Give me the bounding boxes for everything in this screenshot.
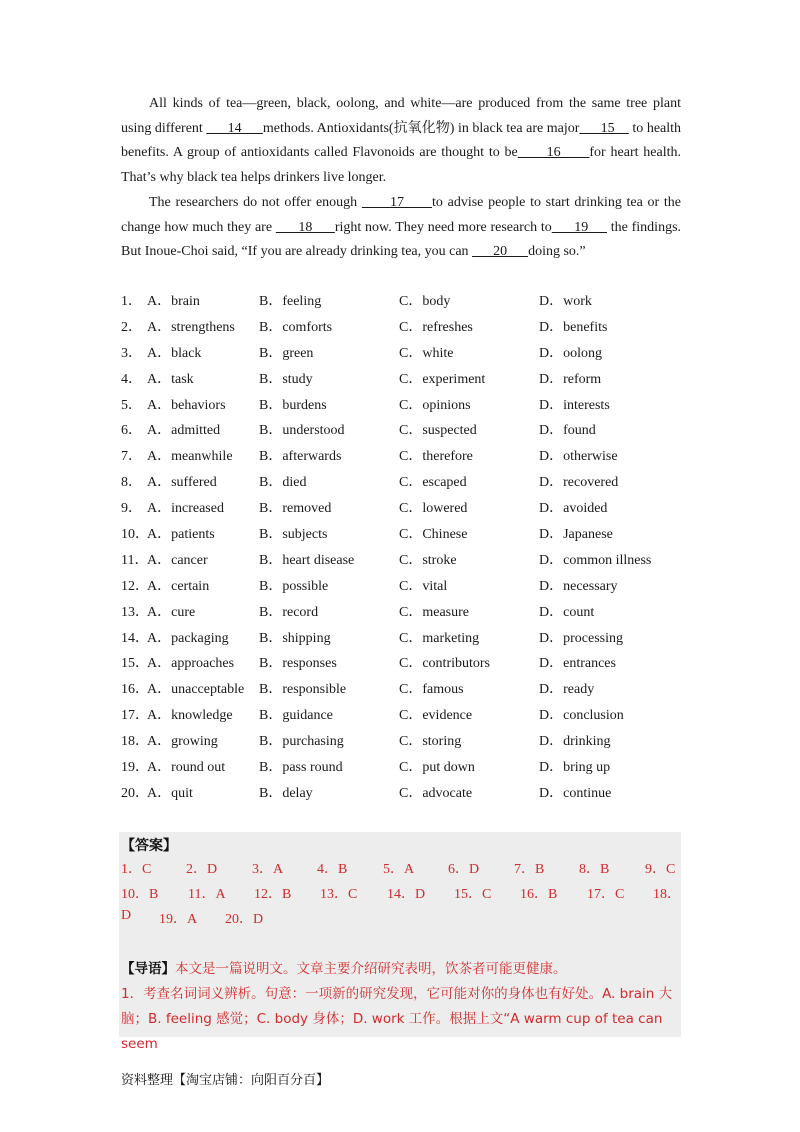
question-row <box>121 548 681 574</box>
option-d: D．entrances <box>539 656 616 672</box>
question-row <box>121 626 681 652</box>
option-c: C．famous <box>399 682 464 698</box>
answer-item: 10．B <box>121 887 159 902</box>
option-b: B．died <box>259 475 307 491</box>
question-row <box>121 574 681 600</box>
option-a: A．packaging <box>147 630 229 646</box>
question-number: 18． <box>121 734 149 750</box>
option-b: B．responsible <box>259 682 347 698</box>
blank-19: 19 <box>551 219 608 235</box>
option-c: C．body <box>399 294 451 309</box>
option-b: B．pass round <box>259 760 343 776</box>
option-b: B．record <box>259 604 319 620</box>
option-d: D．oolong <box>539 345 602 361</box>
answer-item: 1．C <box>121 862 152 877</box>
option-b: B．subjects <box>259 527 328 543</box>
passage-text: All kinds of tea—green, black, oolong, and white—are produced from the same tree plant using different <box>121 96 681 136</box>
question-number: 6． <box>121 423 142 439</box>
option-b: B．delay <box>259 785 313 801</box>
blank-20: 20 <box>472 244 529 260</box>
answer-item: D <box>121 908 132 923</box>
explanation-paragraph <box>121 982 681 1057</box>
option-b: B．study <box>259 371 313 387</box>
option-a: A．task <box>147 371 194 387</box>
option-d: D．conclusion <box>539 708 624 724</box>
option-d: D．reform <box>539 371 602 387</box>
option-d: D．recovered <box>539 475 619 491</box>
option-d: D．Japanese <box>539 527 613 543</box>
option-d: D．count <box>539 604 595 620</box>
question-row <box>121 418 681 444</box>
option-b: B．possible <box>259 578 329 594</box>
answer-item: 15．C <box>454 887 492 902</box>
option-a: A．behaviors <box>147 397 226 413</box>
answer-item: 8．B <box>579 862 610 877</box>
option-a: A．cure <box>147 604 196 620</box>
blank-15: 15 <box>579 120 629 136</box>
question-row <box>121 444 681 470</box>
option-b: B．burdens <box>259 397 327 413</box>
option-c: C．refreshes <box>399 319 473 335</box>
question-number: 15． <box>121 656 149 672</box>
question-row <box>121 470 681 496</box>
option-d: D．found <box>539 423 596 439</box>
option-a: A．strengthens <box>147 319 235 335</box>
question-number: 4． <box>121 371 142 387</box>
option-c: C．measure <box>399 604 469 620</box>
option-d: D．ready <box>539 682 595 698</box>
question-number: 12． <box>121 578 149 594</box>
option-a: A．quit <box>147 785 193 801</box>
option-d: D．otherwise <box>539 449 618 465</box>
option-c: C．stroke <box>399 552 457 568</box>
question-row <box>121 341 681 367</box>
question-options-list <box>121 289 681 807</box>
option-c: C．put down <box>399 760 475 776</box>
question-row <box>121 729 681 755</box>
option-a: A．cancer <box>147 552 208 568</box>
option-d: D．work <box>539 294 592 309</box>
answer-item: 11．A <box>188 887 226 902</box>
option-d: D．bring up <box>539 760 611 776</box>
question-row <box>121 315 681 341</box>
blank-16: 16 <box>517 145 590 161</box>
question-number: 11． <box>121 552 149 568</box>
option-c: C．white <box>399 345 454 361</box>
question-row <box>121 677 681 703</box>
answer-item: 6．D <box>448 862 480 877</box>
option-c: C．contributors <box>399 656 490 672</box>
option-d: D．necessary <box>539 578 618 594</box>
option-b: B．purchasing <box>259 734 344 750</box>
option-c: C．marketing <box>399 630 480 646</box>
question-number: 16． <box>121 682 149 698</box>
option-d: D．continue <box>539 785 612 801</box>
option-b: B．heart disease <box>259 552 355 568</box>
question-row <box>121 600 681 626</box>
question-number: 19． <box>121 760 149 776</box>
blank-14: 14 <box>206 120 263 136</box>
option-b: B．responses <box>259 656 337 672</box>
option-c: C．therefore <box>399 449 473 465</box>
answer-item: 17．C <box>587 887 625 902</box>
question-row <box>121 289 681 315</box>
guide-label: 【导语】 <box>121 961 175 977</box>
answer-item: 19．A <box>159 912 198 927</box>
passage-text: right now. They need more research to <box>334 219 552 235</box>
option-a: A．knowledge <box>147 708 233 724</box>
option-c: C．lowered <box>399 501 468 517</box>
option-c: C．experiment <box>399 371 486 387</box>
option-b: B．green <box>259 345 314 361</box>
question-number: 2． <box>121 319 142 335</box>
question-number: 17． <box>121 708 149 724</box>
option-d: D．benefits <box>539 319 608 335</box>
option-c: C．escaped <box>399 475 467 491</box>
answer-item: 4．B <box>317 862 348 877</box>
blank-18: 18 <box>275 219 335 235</box>
blank-17: 17 <box>361 195 433 210</box>
passage-paragraph-2 <box>121 191 681 265</box>
question-number: 8． <box>121 475 142 491</box>
question-number: 7． <box>121 449 142 465</box>
answer-item: 20．D <box>225 912 264 927</box>
option-d: D．interests <box>539 397 610 413</box>
option-b: B．removed <box>259 501 332 517</box>
passage-paragraph-1 <box>121 92 681 190</box>
explanation-text: 1．考查名词词义辨析。句意：一项新的研究发现，它可能对你的身体也有好处。A. brain 大脑；B. feeling 感觉；C. body 身体；D. work 工作。根据上文“A warm cup of tea can seem <box>121 986 673 1052</box>
question-number: 20． <box>121 785 149 801</box>
question-row <box>121 367 681 393</box>
option-c: C．Chinese <box>399 527 468 543</box>
option-a: A．suffered <box>147 475 217 491</box>
question-number: 5． <box>121 397 142 413</box>
answer-item: 12．B <box>254 887 292 902</box>
passage-text: for heart health. That’s why black tea helps drinkers live longer. <box>121 145 682 185</box>
option-a: A．growing <box>147 734 218 750</box>
question-number: 14． <box>121 630 149 646</box>
answer-item: 2．D <box>186 862 218 877</box>
answer-item: 18． <box>653 887 681 902</box>
passage-text: The researchers do not offer enough <box>149 195 362 210</box>
option-b: B．comforts <box>259 319 333 335</box>
passage-text: methods. Antioxidants(抗氧化物) in black tea are major <box>262 120 580 136</box>
option-c: C．vital <box>399 578 448 594</box>
question-row <box>121 703 681 729</box>
answer-item: 3．A <box>252 862 284 877</box>
answer-item: 5．A <box>383 862 415 877</box>
option-a: A．patients <box>147 527 215 543</box>
guide-paragraph <box>121 957 681 982</box>
question-number: 9． <box>121 501 142 517</box>
answer-item: 16．B <box>520 887 558 902</box>
answer-item: 13．C <box>320 887 358 902</box>
question-row <box>121 651 681 677</box>
answer-heading: 【答案】 <box>121 838 177 854</box>
option-c: C．storing <box>399 734 462 750</box>
question-number: 1． <box>121 294 142 309</box>
option-a: A．approaches <box>147 656 235 672</box>
option-b: B．guidance <box>259 708 333 724</box>
answer-item: 7．B <box>514 862 545 877</box>
option-b: B．understood <box>259 423 345 439</box>
option-d: D．common illness <box>539 552 652 568</box>
option-c: C．opinions <box>399 397 471 413</box>
option-d: D．drinking <box>539 734 611 750</box>
question-row <box>121 522 681 548</box>
question-row <box>121 393 681 419</box>
option-b: B．afterwards <box>259 449 342 465</box>
option-c: C．advocate <box>399 785 473 801</box>
passage-text: to advise people to start drinking tea or the change how much they are <box>121 195 681 235</box>
question-row <box>121 755 681 781</box>
option-a: A．increased <box>147 501 224 517</box>
answer-item: 14．D <box>387 887 426 902</box>
option-a: A．certain <box>147 578 210 594</box>
option-a: A．black <box>147 345 202 361</box>
answer-item: 9．C <box>645 862 676 877</box>
option-d: D．processing <box>539 630 623 646</box>
passage-text: doing so.” <box>528 244 586 260</box>
option-a: A．admitted <box>147 423 221 439</box>
option-a: A．meanwhile <box>147 449 233 465</box>
option-a: A．round out <box>147 760 226 776</box>
question-number: 13． <box>121 604 149 620</box>
option-d: D．avoided <box>539 501 608 517</box>
passage-text: to health benefits. A group of antioxidants called Flavonoids are thought to be <box>121 120 682 161</box>
question-row <box>121 781 681 807</box>
guide-text: 本文是一篇说明文。文章主要介绍研究表明，饮茶者可能更健康。 <box>175 961 567 977</box>
option-a: A．unacceptable <box>147 682 245 698</box>
option-c: C．suspected <box>399 423 477 439</box>
option-b: B．shipping <box>259 630 331 646</box>
option-b: B．feeling <box>259 294 322 309</box>
question-number: 10． <box>121 527 149 543</box>
option-c: C．evidence <box>399 708 473 724</box>
option-a: A．brain <box>147 294 200 309</box>
passage-text: the findings. But Inoue-Choi said, “If you are already drinking tea, you can <box>121 219 682 260</box>
question-row <box>121 496 681 522</box>
footer-credit: 资料整理【淘宝店铺：向阳百分百】 <box>121 1073 330 1088</box>
question-number: 3． <box>121 345 142 361</box>
